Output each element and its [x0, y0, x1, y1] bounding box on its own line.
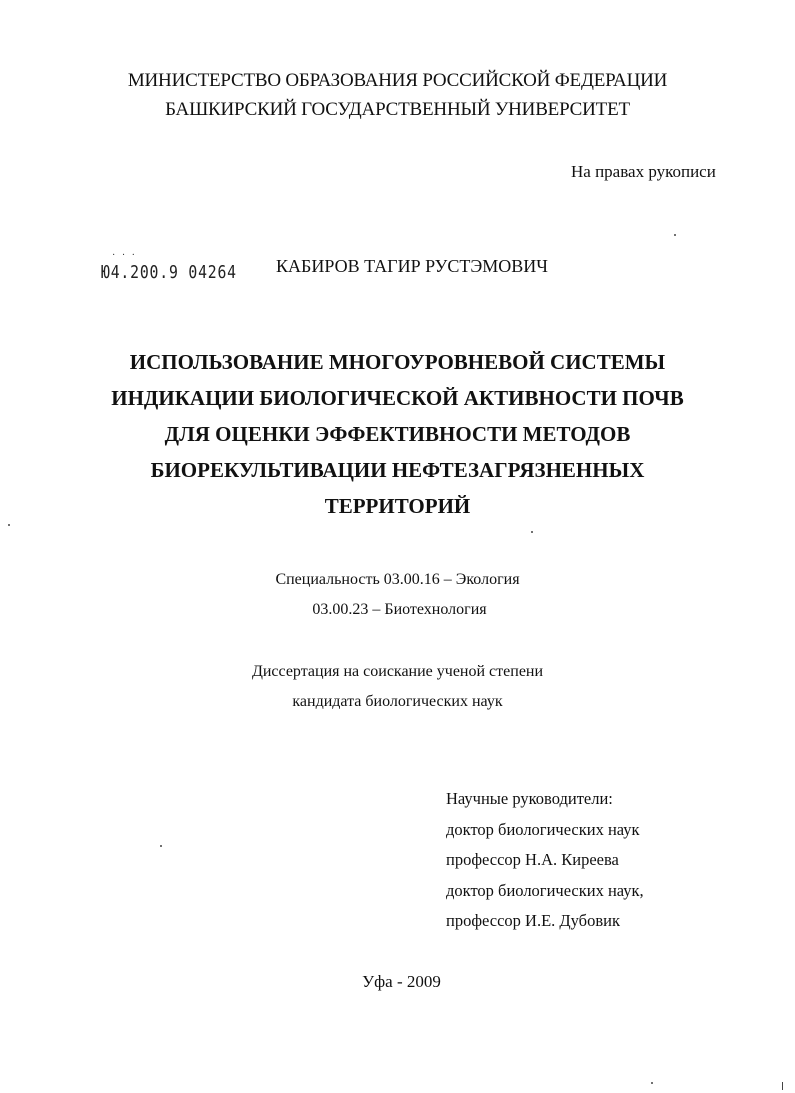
- title-line: ДЛЯ ОЦЕНКИ ЭФФЕКТИВНОСТИ МЕТОДОВ: [164, 422, 631, 446]
- title-line: БИОРЕКУЛЬТИВАЦИИ НЕФТЕЗАГРЯЗНЕННЫХ: [150, 458, 645, 482]
- manuscript-rights-note: На правах рукописи: [571, 162, 716, 181]
- specialty-block: [0, 565, 795, 625]
- supervisors-heading: Научные руководители:: [446, 789, 613, 808]
- specialty-biotech: 03.00.23 – Биотехнология: [312, 601, 487, 618]
- scan-speck: [531, 531, 533, 533]
- supervisor-degree: доктор биологических наук: [446, 819, 640, 839]
- specialty-ecology: Специальность 03.00.16 – Экология: [275, 571, 520, 588]
- ministry-name: МИНИСТЕРСТВО ОБРАЗОВАНИЯ РОССИЙСКОЙ ФЕДЕРАЦИИ: [127, 70, 668, 91]
- scan-speck: [8, 524, 10, 526]
- author-name: КАБИРОВ ТАГИР РУСТЭМОВИЧ: [276, 256, 548, 276]
- title-line: ТЕРРИТОРИЙ: [324, 494, 471, 518]
- scan-speck: [782, 1082, 783, 1090]
- degree-line-2: кандидата биологических наук: [292, 693, 503, 710]
- place-and-year: Уфа - 2009: [362, 972, 441, 991]
- scan-speck: [651, 1082, 653, 1084]
- dissertation-title: [0, 344, 795, 524]
- university-name: БАШКИРСКИЙ ГОСУДАРСТВЕННЫЙ УНИВЕРСИТЕТ: [165, 99, 630, 120]
- supervisor-name: профессор Н.А. Киреева: [446, 850, 619, 869]
- title-line: ИСПОЛЬЗОВАНИЕ МНОГОУРОВНЕВОЙ СИСТЕМЫ: [129, 350, 666, 374]
- supervisor-degree: доктор биологических наук,: [446, 880, 644, 900]
- degree-line-1: Диссертация на соискание ученой степени: [251, 663, 544, 680]
- scan-speck: [674, 234, 676, 236]
- title-line: ИНДИКАЦИИ БИОЛОГИЧЕСКОЙ АКТИВНОСТИ ПОЧВ: [111, 386, 684, 410]
- supervisor-name: профессор И.Е. Дубовик: [446, 911, 620, 930]
- registration-stamp: Ю4.200.9 04264: [101, 262, 237, 283]
- stamp-dots: · · ·: [112, 250, 137, 261]
- institution-header: [0, 66, 795, 124]
- scan-speck: [160, 845, 162, 847]
- supervisors-block: [446, 784, 644, 937]
- degree-block: [0, 657, 795, 717]
